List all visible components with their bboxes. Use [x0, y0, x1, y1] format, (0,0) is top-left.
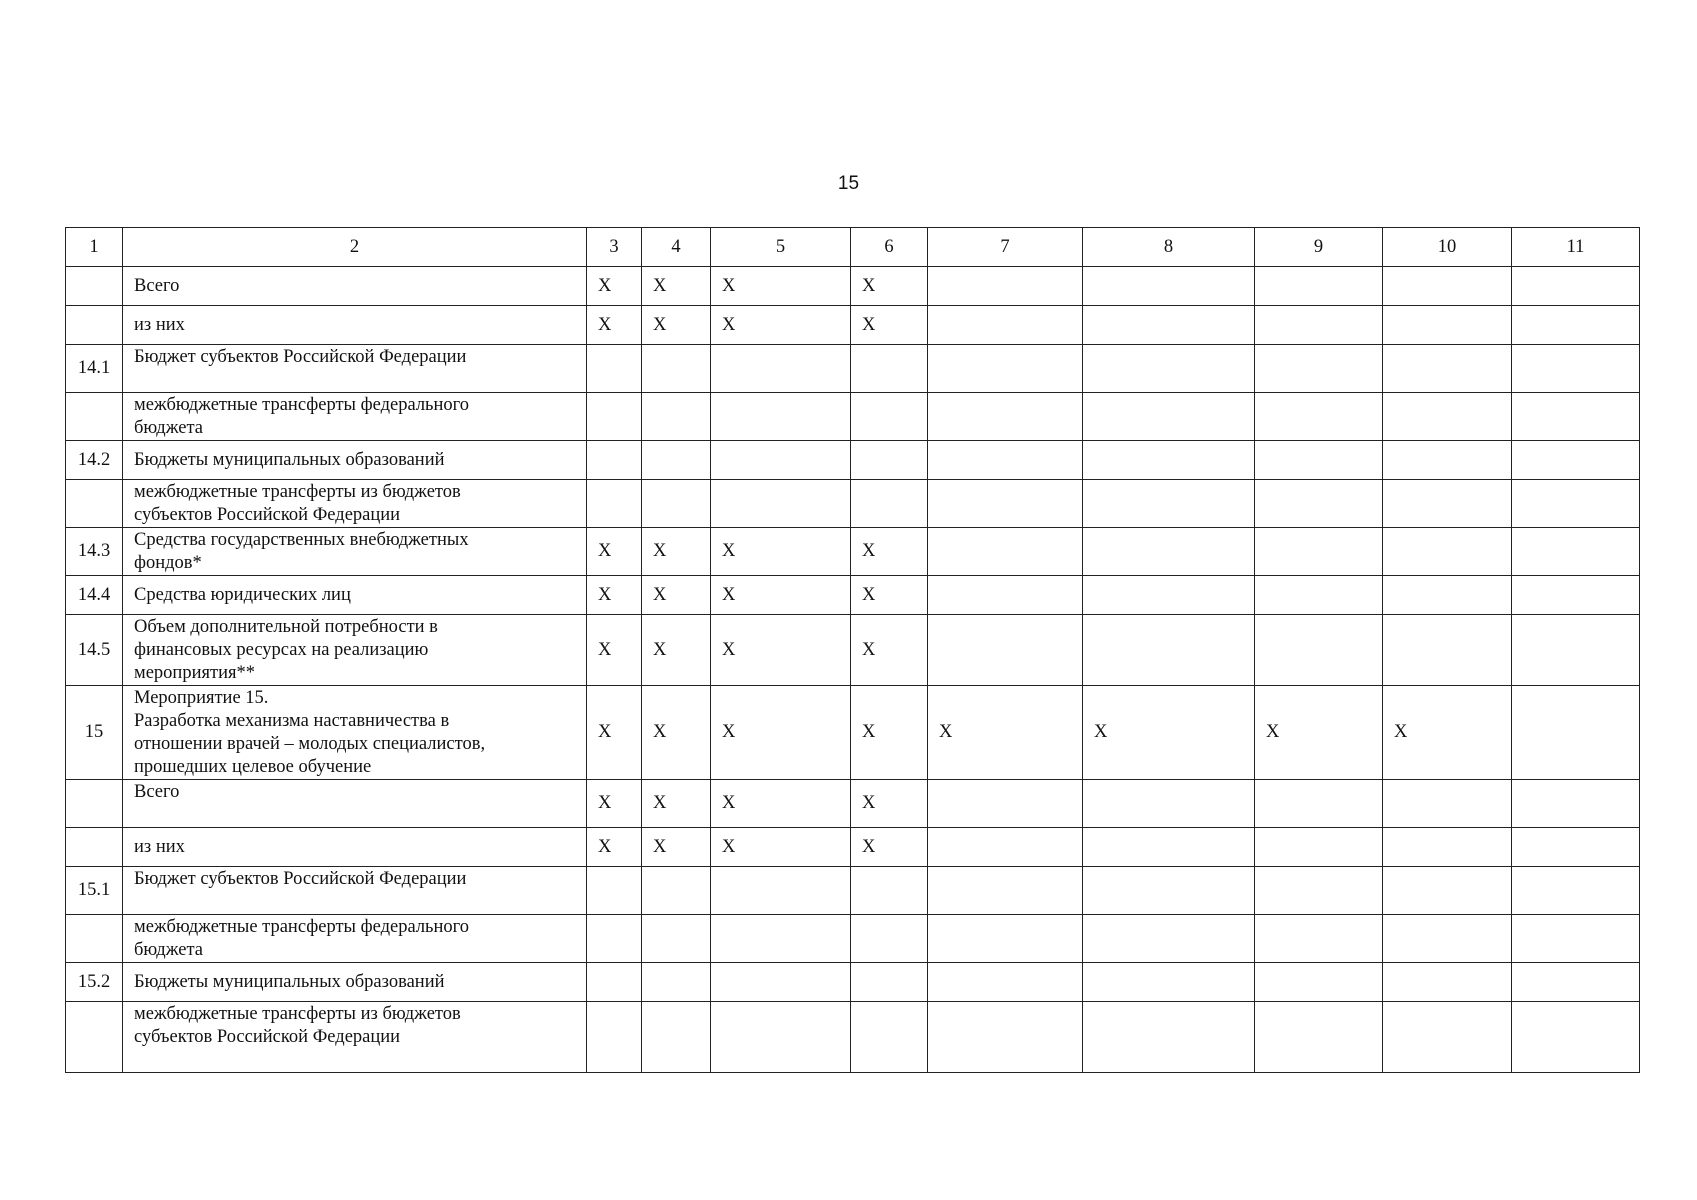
value-cell	[1255, 267, 1383, 306]
row-number-cell: 14.3	[66, 528, 123, 576]
row-number-cell	[66, 306, 123, 345]
column-number: 10	[1383, 228, 1512, 267]
value-cell	[851, 480, 928, 528]
row-number-cell	[66, 828, 123, 867]
value-cell	[1083, 267, 1255, 306]
value-cell	[711, 393, 851, 441]
value-cell: X	[587, 267, 642, 306]
value-cell	[711, 867, 851, 915]
value-cell	[1083, 528, 1255, 576]
row-number-cell	[66, 780, 123, 828]
column-number: 4	[642, 228, 711, 267]
value-cell: X	[642, 267, 711, 306]
value-cell	[1083, 963, 1255, 1002]
row-name-cell: из них	[123, 306, 587, 345]
value-cell: X	[851, 528, 928, 576]
row-number-cell: 14.1	[66, 345, 123, 393]
value-cell	[1383, 306, 1512, 345]
row-number-cell	[66, 393, 123, 441]
column-number: 9	[1255, 228, 1383, 267]
value-cell	[1083, 615, 1255, 686]
column-number: 2	[123, 228, 587, 267]
value-cell	[928, 915, 1083, 963]
value-cell	[851, 345, 928, 393]
value-cell	[587, 345, 642, 393]
value-cell	[642, 1002, 711, 1073]
value-cell	[1383, 267, 1512, 306]
value-cell	[1383, 615, 1512, 686]
value-cell	[642, 867, 711, 915]
value-cell	[711, 345, 851, 393]
row-number-cell: 14.4	[66, 576, 123, 615]
value-cell	[1083, 441, 1255, 480]
value-cell	[928, 306, 1083, 345]
value-cell	[1383, 867, 1512, 915]
value-cell	[1083, 306, 1255, 345]
value-cell	[642, 915, 711, 963]
column-number: 7	[928, 228, 1083, 267]
row-name-cell: Бюджеты муниципальных образований	[123, 441, 587, 480]
value-cell	[1512, 345, 1640, 393]
table-row	[66, 1002, 1640, 1073]
value-cell	[711, 441, 851, 480]
row-name-cell: межбюджетные трансферты из бюджетов субъектов Российской Федерации	[123, 1002, 587, 1073]
value-cell	[928, 576, 1083, 615]
value-cell	[1512, 576, 1640, 615]
value-cell	[587, 963, 642, 1002]
value-cell	[1255, 915, 1383, 963]
table-row	[66, 915, 1640, 963]
row-name-cell: Всего	[123, 780, 587, 828]
value-cell	[1512, 780, 1640, 828]
row-name-cell: межбюджетные трансферты из бюджетов субъектов Российской Федерации	[123, 480, 587, 528]
value-cell	[711, 963, 851, 1002]
value-cell	[851, 915, 928, 963]
value-cell	[1512, 528, 1640, 576]
row-name-cell: Бюджеты муниципальных образований	[123, 963, 587, 1002]
value-cell: X	[711, 306, 851, 345]
value-cell	[1083, 480, 1255, 528]
row-name-cell: Средства юридических лиц	[123, 576, 587, 615]
table-row	[66, 480, 1640, 528]
value-cell	[1512, 1002, 1640, 1073]
value-cell: X	[587, 576, 642, 615]
value-cell	[711, 480, 851, 528]
value-cell: X	[642, 828, 711, 867]
value-cell	[1383, 441, 1512, 480]
value-cell	[1383, 480, 1512, 528]
value-cell	[1512, 867, 1640, 915]
table-row	[66, 345, 1640, 393]
value-cell	[1255, 306, 1383, 345]
value-cell	[1383, 780, 1512, 828]
value-cell	[1512, 441, 1640, 480]
value-cell	[642, 345, 711, 393]
value-cell: X	[711, 828, 851, 867]
value-cell: X	[642, 576, 711, 615]
table-row	[66, 780, 1640, 828]
value-cell	[928, 1002, 1083, 1073]
value-cell: X	[851, 615, 928, 686]
value-cell: X	[851, 686, 928, 780]
value-cell	[928, 480, 1083, 528]
value-cell	[711, 915, 851, 963]
row-number-cell: 15	[66, 686, 123, 780]
value-cell: X	[851, 306, 928, 345]
column-number: 11	[1512, 228, 1640, 267]
row-name-cell: Бюджет субъектов Российской Федерации	[123, 867, 587, 915]
value-cell	[587, 441, 642, 480]
value-cell	[1083, 1002, 1255, 1073]
value-cell: X	[587, 306, 642, 345]
table-row	[66, 267, 1640, 306]
value-cell	[851, 441, 928, 480]
value-cell	[1255, 480, 1383, 528]
value-cell: X	[587, 528, 642, 576]
table-row	[66, 393, 1640, 441]
value-cell	[1255, 828, 1383, 867]
row-number-cell: 14.2	[66, 441, 123, 480]
value-cell	[587, 480, 642, 528]
row-number-cell	[66, 1002, 123, 1073]
value-cell	[1255, 393, 1383, 441]
row-number-cell: 15.1	[66, 867, 123, 915]
value-cell: X	[851, 828, 928, 867]
value-cell	[1512, 828, 1640, 867]
table-row	[66, 306, 1640, 345]
value-cell	[851, 867, 928, 915]
value-cell	[1083, 345, 1255, 393]
table-row	[66, 867, 1640, 915]
value-cell	[928, 615, 1083, 686]
row-name-cell: из них	[123, 828, 587, 867]
value-cell: X	[587, 686, 642, 780]
row-name-cell: Мероприятие 15. Разработка механизма наставничества в отношении врачей – молодых специалистов, прошедших целевое обучение	[123, 686, 587, 780]
value-cell	[1383, 828, 1512, 867]
table-row	[66, 576, 1640, 615]
value-cell	[1083, 915, 1255, 963]
value-cell	[1512, 615, 1640, 686]
value-cell: X	[587, 780, 642, 828]
value-cell	[642, 441, 711, 480]
value-cell	[642, 393, 711, 441]
value-cell	[711, 1002, 851, 1073]
value-cell	[851, 963, 928, 1002]
row-number-cell	[66, 915, 123, 963]
column-number: 8	[1083, 228, 1255, 267]
row-name-cell: Всего	[123, 267, 587, 306]
value-cell	[1383, 345, 1512, 393]
value-cell: X	[851, 267, 928, 306]
value-cell: X	[587, 828, 642, 867]
value-cell	[587, 1002, 642, 1073]
value-cell	[851, 393, 928, 441]
table-row	[66, 441, 1640, 480]
table-row	[66, 615, 1640, 686]
value-cell	[1512, 915, 1640, 963]
financing-table	[65, 227, 1640, 1073]
value-cell: X	[642, 615, 711, 686]
column-number: 3	[587, 228, 642, 267]
value-cell	[587, 915, 642, 963]
value-cell: X	[711, 576, 851, 615]
value-cell	[1512, 393, 1640, 441]
value-cell: X	[711, 615, 851, 686]
value-cell	[928, 528, 1083, 576]
value-cell	[1383, 963, 1512, 1002]
row-name-cell: межбюджетные трансферты федерального бюджета	[123, 915, 587, 963]
column-number: 5	[711, 228, 851, 267]
row-number-cell: 15.2	[66, 963, 123, 1002]
value-cell: X	[1083, 686, 1255, 780]
value-cell	[1255, 576, 1383, 615]
value-cell	[587, 867, 642, 915]
table-body	[66, 228, 1640, 1073]
value-cell	[1383, 915, 1512, 963]
row-number-cell	[66, 267, 123, 306]
value-cell: X	[587, 615, 642, 686]
value-cell: X	[642, 306, 711, 345]
value-cell	[1255, 963, 1383, 1002]
value-cell: X	[711, 780, 851, 828]
value-cell	[1255, 780, 1383, 828]
value-cell: X	[851, 576, 928, 615]
column-number: 6	[851, 228, 928, 267]
column-number: 1	[66, 228, 123, 267]
value-cell: X	[642, 780, 711, 828]
value-cell	[1512, 480, 1640, 528]
value-cell: X	[642, 528, 711, 576]
column-number-row	[66, 228, 1640, 267]
value-cell	[1083, 828, 1255, 867]
value-cell	[1083, 393, 1255, 441]
value-cell	[1255, 528, 1383, 576]
value-cell	[1383, 528, 1512, 576]
value-cell	[928, 393, 1083, 441]
value-cell	[1512, 963, 1640, 1002]
value-cell	[587, 393, 642, 441]
value-cell	[1255, 441, 1383, 480]
row-name-cell: межбюджетные трансферты федерального бюджета	[123, 393, 587, 441]
value-cell	[1083, 576, 1255, 615]
value-cell	[928, 345, 1083, 393]
table-row	[66, 686, 1640, 780]
row-number-cell: 14.5	[66, 615, 123, 686]
value-cell	[1512, 306, 1640, 345]
value-cell	[1255, 345, 1383, 393]
value-cell: X	[711, 267, 851, 306]
value-cell	[642, 480, 711, 528]
value-cell	[1512, 686, 1640, 780]
row-name-cell: Объем дополнительной потребности в финансовых ресурсах на реализацию мероприятия**	[123, 615, 587, 686]
value-cell	[1512, 267, 1640, 306]
value-cell	[928, 867, 1083, 915]
table-row	[66, 528, 1640, 576]
value-cell	[1255, 867, 1383, 915]
value-cell: X	[711, 686, 851, 780]
value-cell: X	[928, 686, 1083, 780]
value-cell: X	[1383, 686, 1512, 780]
row-number-cell	[66, 480, 123, 528]
value-cell	[1083, 780, 1255, 828]
value-cell	[1255, 615, 1383, 686]
value-cell	[1383, 393, 1512, 441]
row-name-cell: Бюджет субъектов Российской Федерации	[123, 345, 587, 393]
row-name-cell: Средства государственных внебюджетных фондов*	[123, 528, 587, 576]
value-cell: X	[711, 528, 851, 576]
value-cell	[851, 1002, 928, 1073]
value-cell: X	[1255, 686, 1383, 780]
value-cell	[928, 780, 1083, 828]
value-cell	[928, 828, 1083, 867]
value-cell	[928, 267, 1083, 306]
value-cell	[928, 963, 1083, 1002]
value-cell: X	[642, 686, 711, 780]
value-cell: X	[851, 780, 928, 828]
table-row	[66, 828, 1640, 867]
value-cell	[642, 963, 711, 1002]
value-cell	[1083, 867, 1255, 915]
value-cell	[1383, 1002, 1512, 1073]
table-row	[66, 963, 1640, 1002]
value-cell	[928, 441, 1083, 480]
page-number: 15	[837, 173, 860, 194]
value-cell	[1255, 1002, 1383, 1073]
value-cell	[1383, 576, 1512, 615]
